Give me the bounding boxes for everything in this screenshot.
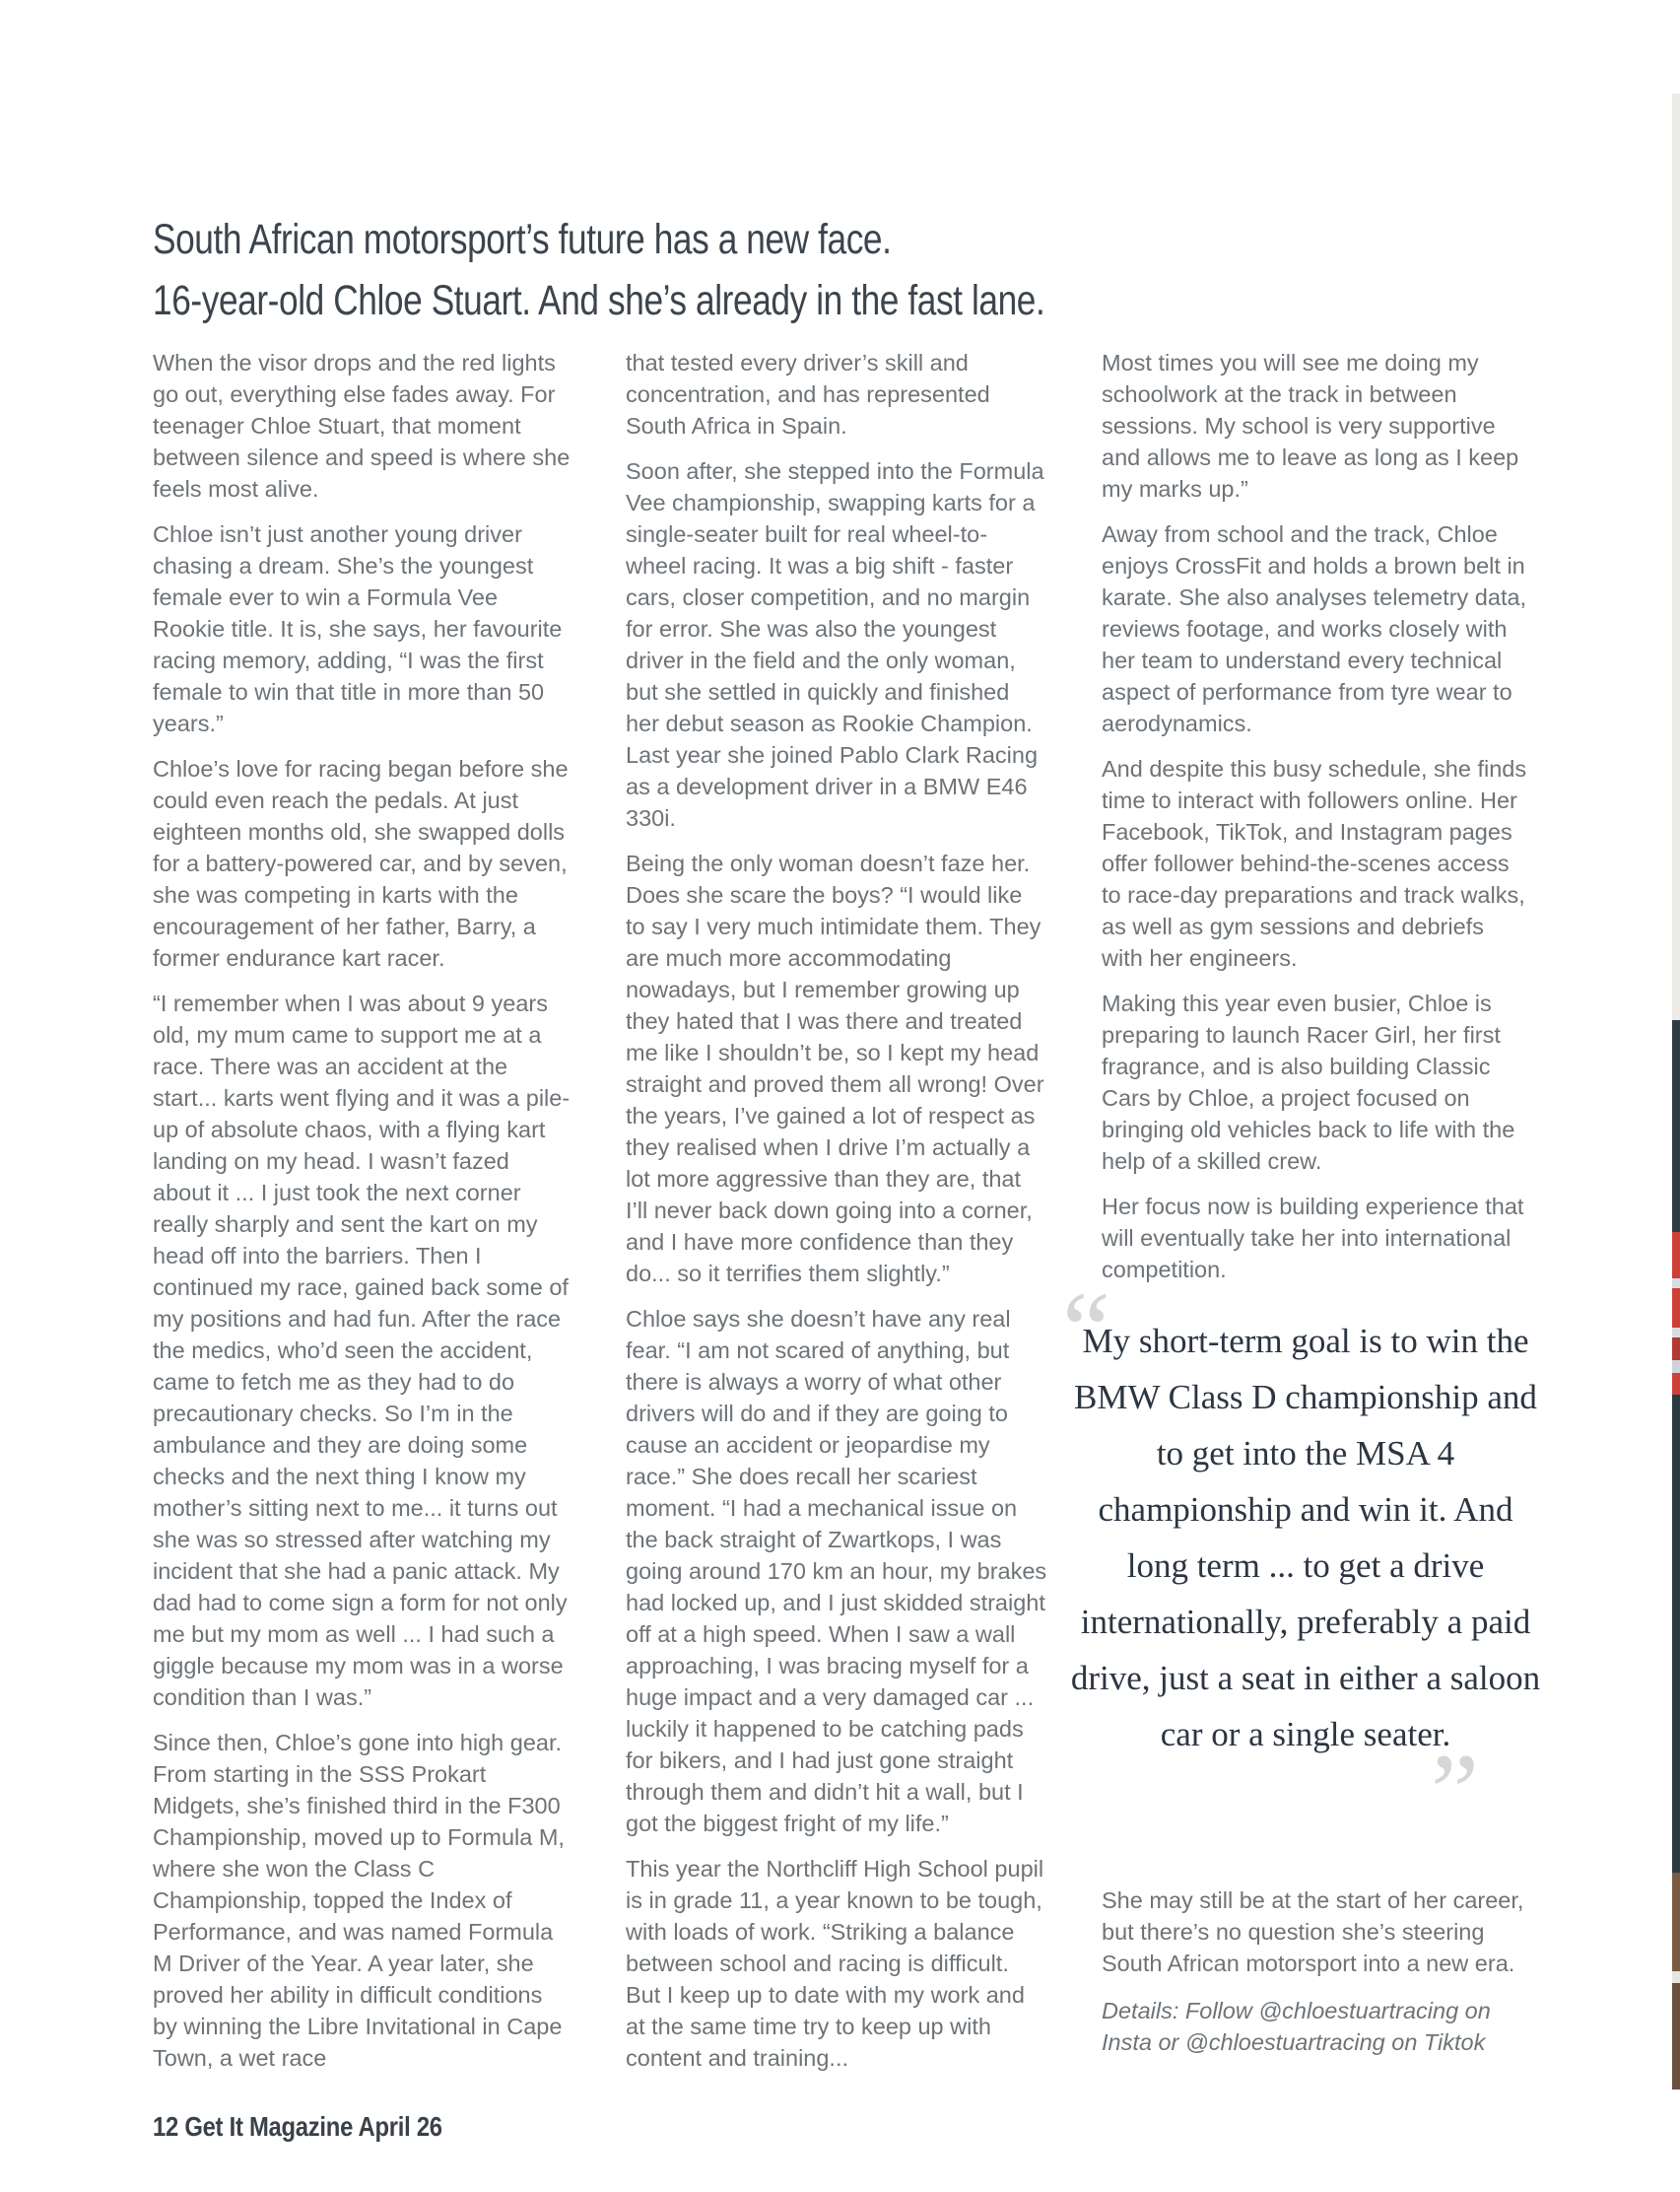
paragraph: Away from school and the track, Chloe enjoys CrossFit and holds a brown belt in karate. She also analyses telemetry data, reviews footage, and works closely with her team to understand every technical aspect of performance from tyre wear to aerodynamics. bbox=[1102, 521, 1527, 736]
page-footer: 12 Get It Magazine April 26 bbox=[153, 2111, 442, 2142]
paragraph: Soon after, she stepped into the Formula Vee championship, swapping karts for a single-seater built for real wheel-to-wheel racing. It was a big shift - faster cars, closer competition, and no margin for error. She was also the youngest driver in the field and the only woman, but she settled in quickly and finished her debut season as Rookie Champion. Last year she joined Pablo Clark Racing as a development driver in a BMW E46 330i. bbox=[626, 458, 1044, 831]
page-title bbox=[153, 209, 1241, 331]
paragraph: that tested every driver’s skill and concentration, and has represented South Africa in Spain. bbox=[626, 350, 990, 439]
column-3-upper bbox=[1102, 347, 1527, 1299]
paragraph: Chloe isn’t just another young driver chasing a dream. She’s the youngest female ever to win a Formula Vee Rookie title. It is, she says, her favourite racing memory, adding, “I was the first female to win that title in more than 50 years.” bbox=[153, 521, 563, 736]
column-2 bbox=[626, 347, 1047, 2088]
close-quote-icon: ” bbox=[1431, 1732, 1479, 1852]
page-bleed-strip bbox=[1672, 94, 1680, 2089]
column-3-lower bbox=[1102, 1884, 1527, 2072]
paragraph: This year the Northcliff High School pupil is in grade 11, a year known to be tough, with loads of work. “Striking a balance between school and racing is difficult. But I keep up to date with my work and at the same time try to keep up with content and training... bbox=[626, 1856, 1044, 2071]
paragraph: Chloe says she doesn’t have any real fear. “I am not scared of anything, but there is always a worry of what other drivers will do and if they are going to cause an accident or jeopardise my race.” She does recall her scariest moment. “I had a mechanical issue on the back straight of Zwartkops, I was going around 170 km an hour, my brakes had locked up, and I just skidded straight off at a high speed. When I saw a wall approaching, I was bracing myself for a huge impact and a very damaged car ... luckily it happened to be catching pads for bikers, and I had just gone straight through them and didn’t hit a wall, but I got the biggest fright of my life.” bbox=[626, 1306, 1047, 1836]
headline-line-2: 16-year-old Chloe Stuart. And she’s already in the fast lane. bbox=[153, 277, 1045, 324]
pull-quote-text: My short-term goal is to win the BMW Class D championship and to get into the MSA 4 championship and win it. And long term ... to get a drive internationally, preferably a paid drive, just a seat in either a saloon car or a single seater. bbox=[1070, 1322, 1541, 1753]
paragraph: And despite this busy schedule, she finds time to interact with followers online. Her Facebook, TikTok, and Instagram pages offer follower behind-the-scenes access to race-day preparations and track walks, as well as gym sessions and debriefs with her engineers. bbox=[1102, 756, 1527, 971]
paragraph: Most times you will see me doing my schoolwork at the track in between sessions. My school is very supportive and allows me to leave as long as I keep my marks up.” bbox=[1102, 350, 1519, 502]
headline-line-1: South African motorsport’s future has a new face. bbox=[153, 216, 892, 263]
paragraph: She may still be at the start of her career, but there’s no question she’s steering South African motorsport into a new era. bbox=[1102, 1887, 1524, 1976]
paragraph: When the visor drops and the red lights go out, everything else fades away. For teenager Chloe Stuart, that moment between silence and speed is where she feels most alive. bbox=[153, 350, 571, 502]
paragraph: “I remember when I was about 9 years old, my mum came to support me at a race. There was an accident at the start... karts went flying and it was a pile-up of absolute chaos, with a flying kart landing on my head. I wasn’t fazed about it ... I just took the next corner really sharply and sent the kart on my head off into the barriers. Then I continued my race, gained back some of my positions and had fun. After the race the medics, who’d seen the accident, came to fetch me as they had to do precautionary checks. So I’m in the ambulance and they are doing some checks and the next thing I know my mother’s sitting next to me... it turns out she was so stressed after watching my incident that she had a panic attack. My dad had to come sign a form for not only me but my mom as well ... I had such a giggle because my mom was in a worse condition than I was.” bbox=[153, 991, 571, 1710]
details-line: Details: Follow @chloestuartracing on Insta or @chloestuartracing on Tiktok bbox=[1102, 1998, 1491, 2055]
column-1 bbox=[153, 347, 571, 2088]
open-quote-icon: “ bbox=[1062, 1269, 1110, 1390]
paragraph: Since then, Chloe’s gone into high gear. From starting in the SSS Prokart Midgets, she’s finished third in the F300 Championship, moved up to Formula M, where she won the Class C Championship, topped the Index of Performance, and was named Formula M Driver of the Year. A year later, she proved her ability in difficult conditions by winning the Libre Invitational in Cape Town, a wet race bbox=[153, 1730, 565, 2071]
paragraph: Making this year even busier, Chloe is preparing to launch Racer Girl, her first fragrance, and is also building Classic Cars by Chloe, a project focused on bringing old vehicles back to life with the help of a skilled crew. bbox=[1102, 991, 1515, 1174]
pull-quote bbox=[1062, 1269, 1547, 1852]
paragraph: Chloe’s love for racing began before she could even reach the pedals. At just eighteen months old, she swapped dolls for a battery-powered car, and by seven, she was competing in karts with the encouragement of her father, Barry, a former endurance kart racer. bbox=[153, 756, 569, 971]
paragraph: Being the only woman doesn’t faze her. Does she scare the boys? “I would like to say I very much intimidate them. They are much more accommodating nowadays, but I remember growing up they hated that I was there and treated me like I shouldn’t be, so I kept my head straight and proved them all wrong! Over the years, I’ve gained a lot of respect as they realised when I drive I’m actually a lot more aggressive than they are, that I’ll never back down going into a corner, and I have more confidence than they do... so it terrifies them slightly.” bbox=[626, 851, 1044, 1286]
paragraph: Her focus now is building experience that will eventually take her into international competition. bbox=[1102, 1194, 1524, 1282]
